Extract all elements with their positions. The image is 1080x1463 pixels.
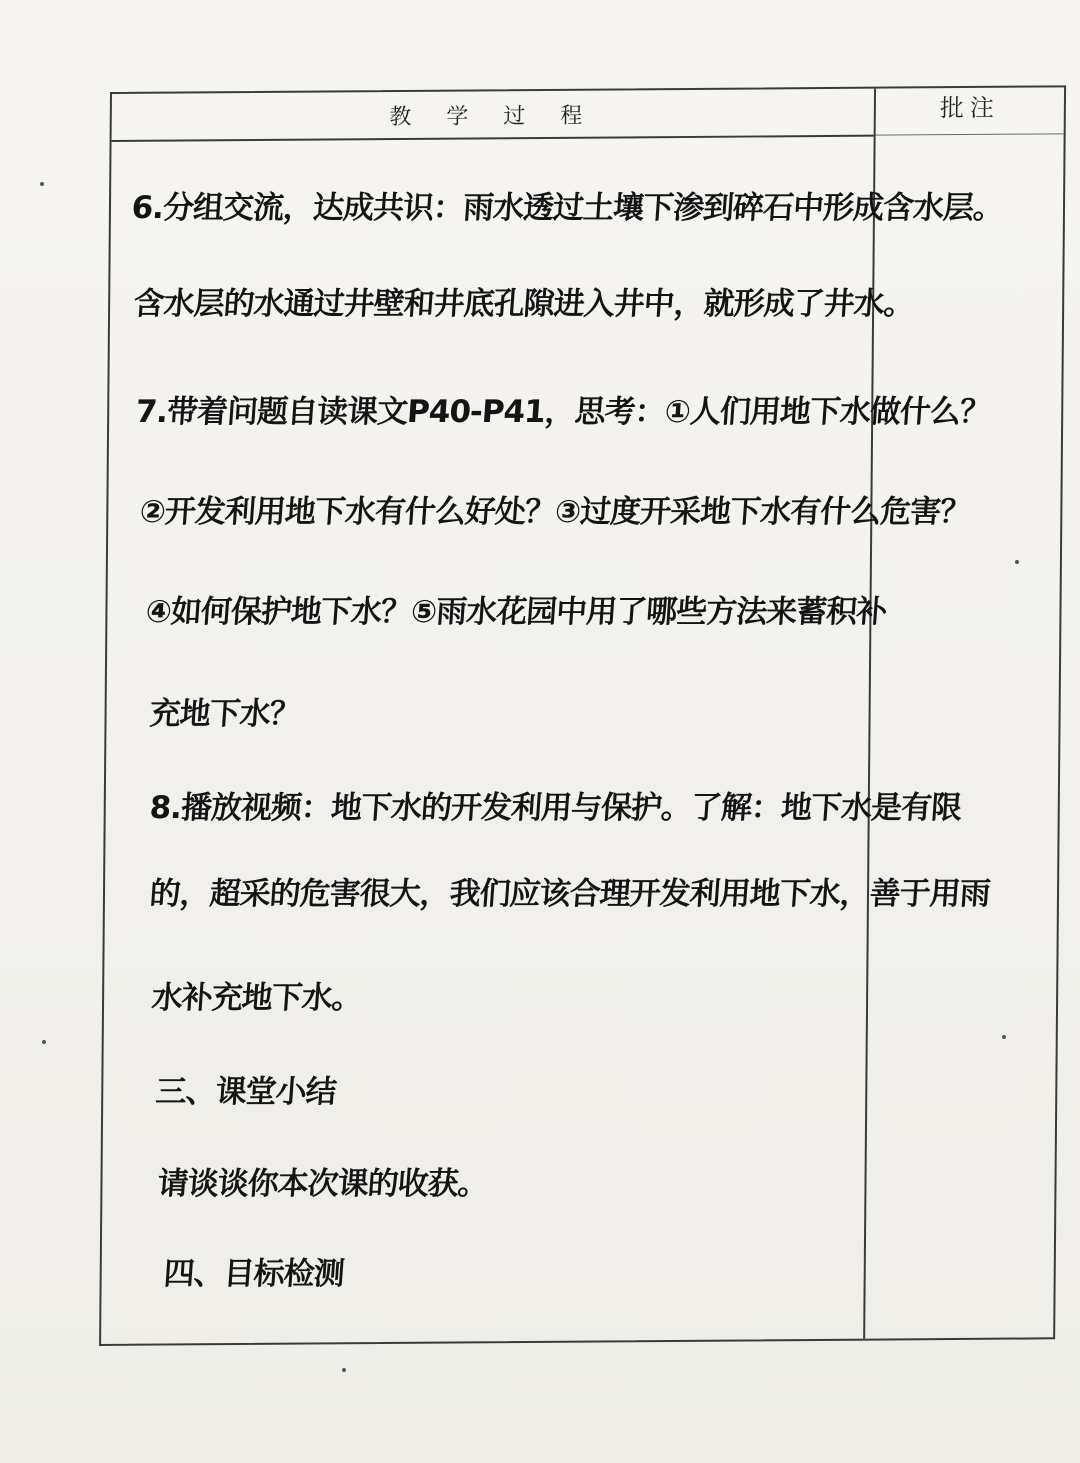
handwritten-line: ④如何保护地下水？⑤雨水花园中用了哪些方法来蓄积补 [144,594,888,630]
handwritten-line: 的，超采的危害很大，我们应该合理开发利用地下水，善于用雨 [148,876,992,912]
paper-speck [1002,1035,1006,1039]
handwritten-line: 水补充地下水。 [150,980,364,1016]
handwritten-line: 请谈谈你本次课的收获。 [156,1166,490,1202]
notes-column-header: 批注 [939,93,1001,123]
handwritten-line: 充地下水？ [148,696,302,732]
handwritten-line: 6.分组交流，达成共识：雨水透过土壤下渗到碎石中形成含水层。 [130,190,1005,226]
process-column-header: 教 学 过 程 [389,103,597,131]
paper-speck [40,182,44,186]
paper-speck [1015,560,1019,564]
handwritten-line: 7.带着问题自读课文P40-P41，思考：①人们用地下水做什么？ [134,394,992,430]
handwritten-line: 8.播放视频：地下水的开发利用与保护。了解：地下水是有限 [148,790,963,826]
section-heading: 四、目标检测 [162,1256,346,1292]
paper-speck [42,1040,46,1044]
handwritten-line: ②开发利用地下水有什么好处？③过度开采地下水有什么危害？ [138,494,972,530]
section-heading: 三、课堂小结 [154,1074,338,1110]
paper-speck [342,1368,346,1372]
handwritten-line: 含水层的水通过井壁和井底孔隙进入井中，就形成了井水。 [132,286,916,322]
